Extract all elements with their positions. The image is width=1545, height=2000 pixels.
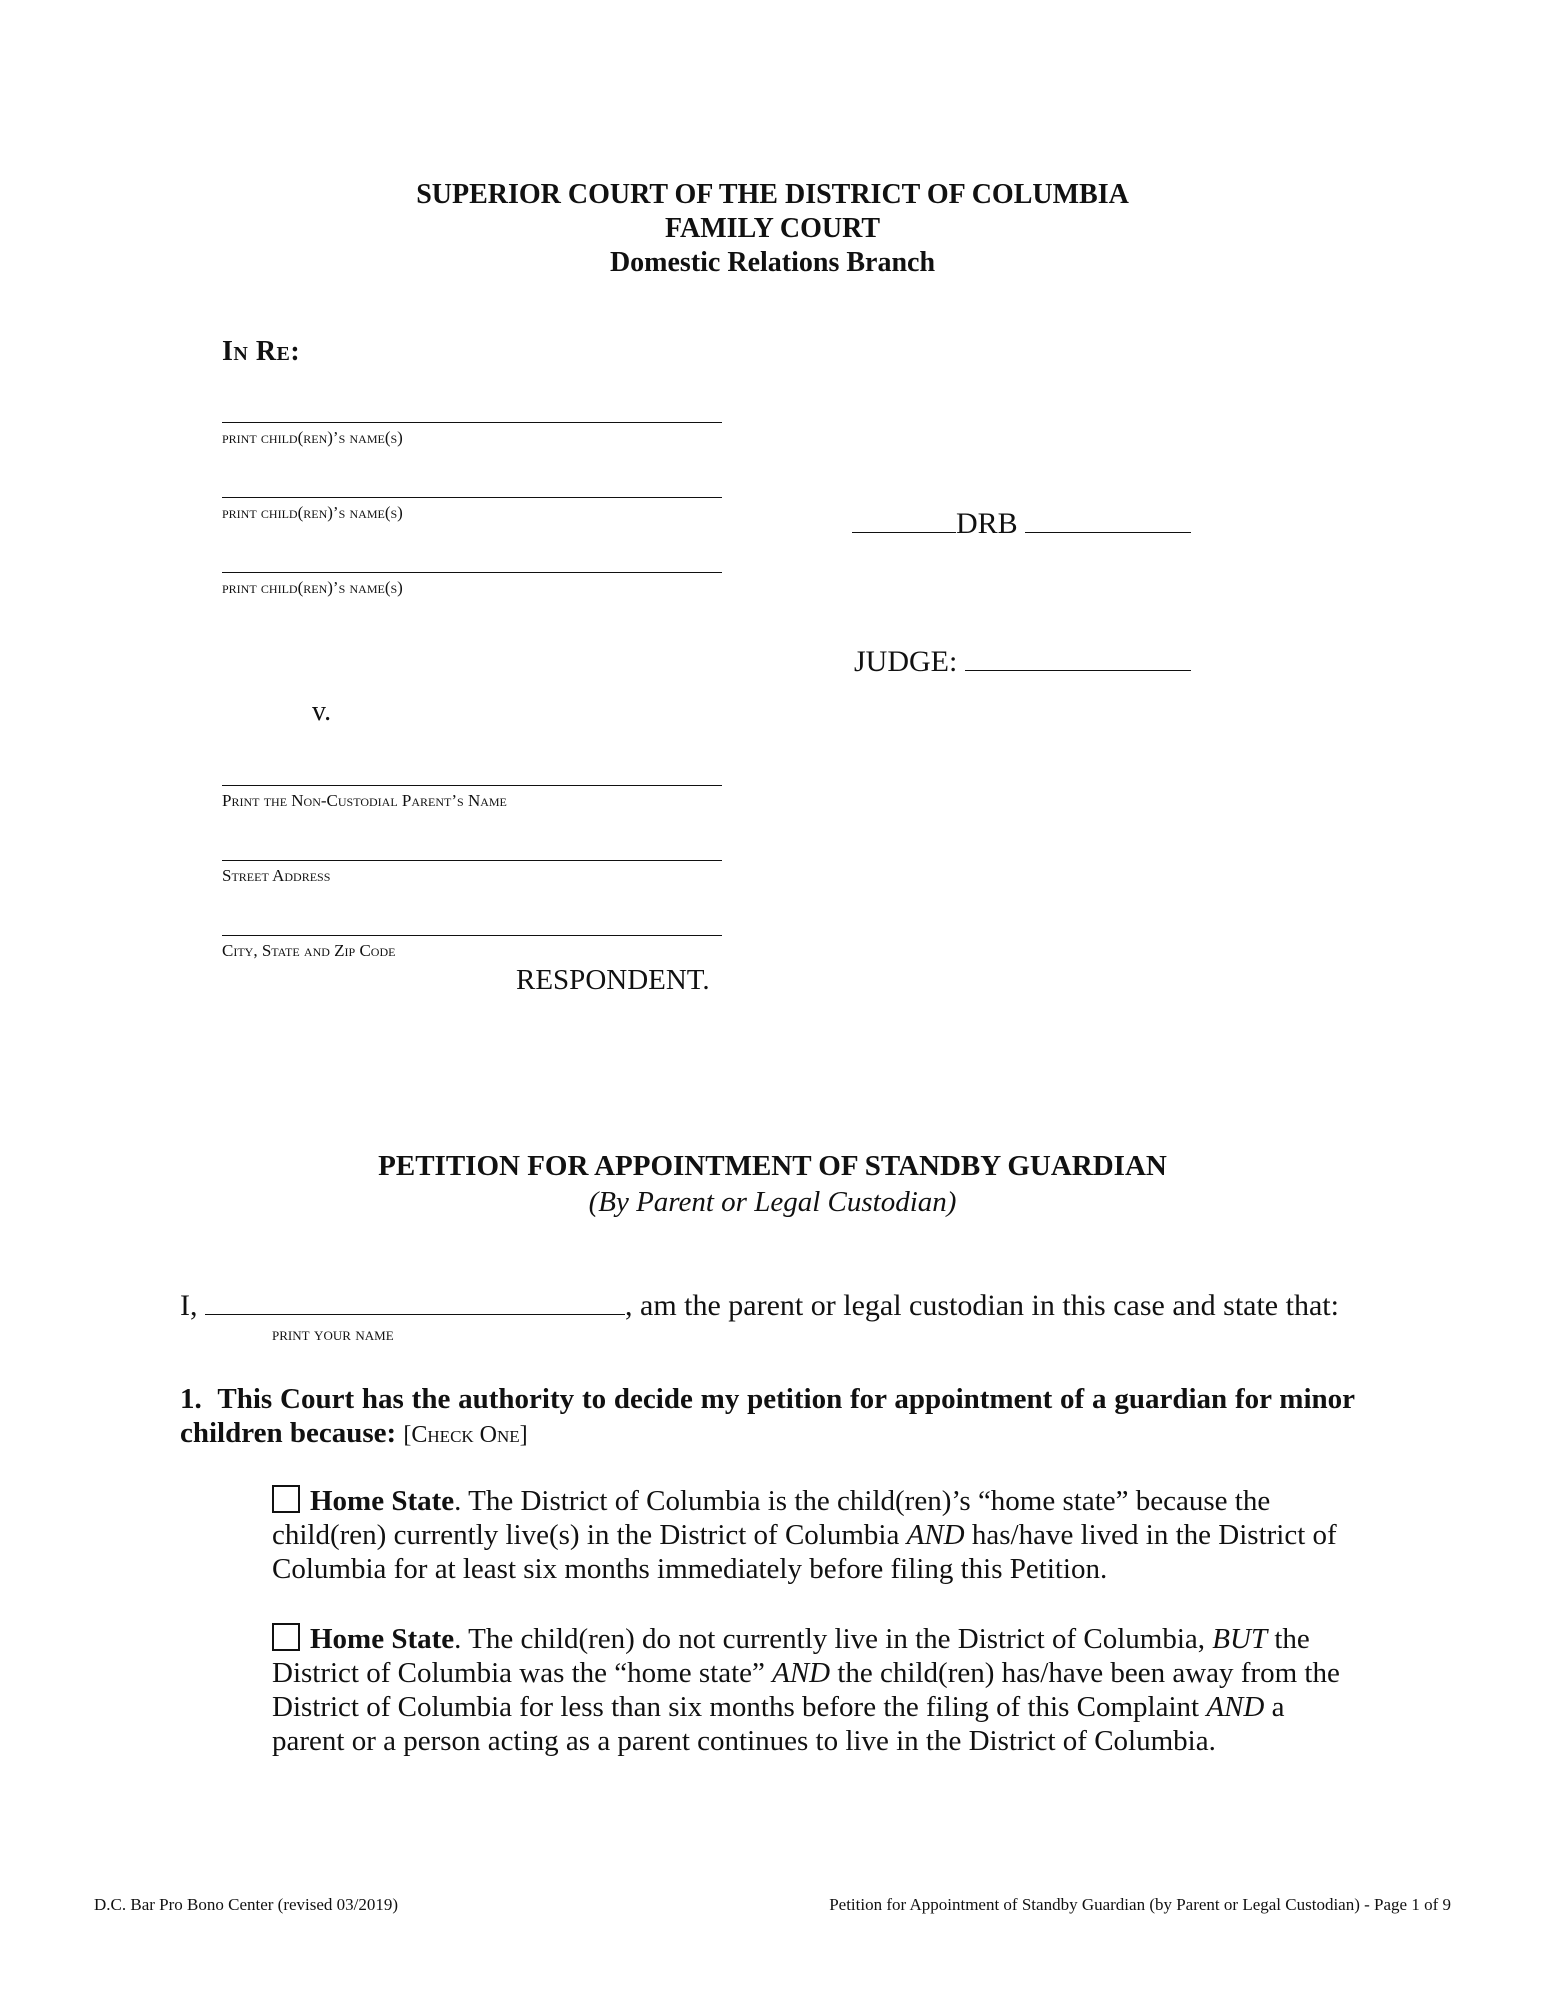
option-2-text-a: . The child(ren) do not currently live in the District of Columbia,	[454, 1623, 1213, 1655]
section-1-number: 1.	[180, 1383, 202, 1415]
option-2-em-c: AND	[1206, 1691, 1265, 1723]
respondent-label: RESPONDENT.	[516, 964, 710, 996]
option-1-text-a: . The District of Columbia is the child(ren)’s “home state” because the child(ren) currently live(s) in the District of Columbia	[272, 1485, 1271, 1551]
case-year-blank[interactable]	[852, 506, 956, 533]
court-name: SUPERIOR COURT OF THE DISTRICT OF COLUMBIA	[416, 179, 1129, 210]
option-1-label: Home State	[310, 1485, 455, 1517]
court-division: FAMILY COURT	[665, 213, 880, 244]
option-1-em-a: AND	[906, 1519, 965, 1551]
footer-revision: D.C. Bar Pro Bono Center (revised 03/2019)	[94, 1895, 399, 1914]
section-1-text: This Court has the authority to decide my petition for appointment of a guardian for minor children because:	[180, 1383, 1356, 1449]
statement-suffix: , am the parent or legal custodian in this case and state that:	[625, 1289, 1339, 1322]
option-2-em-b: AND	[772, 1657, 831, 1689]
petitioner-statement	[180, 1288, 1339, 1323]
judge-field	[854, 644, 1191, 679]
city-state-zip-line[interactable]	[222, 935, 722, 936]
option-2-text-c: the child(ren) has/have been away from the District of Columbia for less than six months before the filing of this Complaint	[272, 1657, 1340, 1723]
child-name-caption-1: print child(ren)’s name(s)	[222, 428, 403, 447]
drb-label: DRB	[956, 507, 1018, 540]
court-header	[0, 178, 1545, 280]
option-2-text-b: the District of Columbia was the “home state”	[272, 1623, 1310, 1689]
home-state-option-1	[272, 1484, 1362, 1586]
versus: v.	[312, 696, 332, 727]
print-name-caption: print your name	[272, 1324, 394, 1344]
home-state-option-2-checkbox[interactable]	[272, 1623, 300, 1651]
child-name-line-2[interactable]	[222, 497, 722, 498]
case-number-blank[interactable]	[1025, 506, 1191, 533]
child-name-line-3[interactable]	[222, 572, 722, 573]
option-1-text-b: has/have lived in the District of Columbia for at least six months immediately before filing this Petition.	[272, 1519, 1337, 1585]
statement-prefix: I,	[180, 1289, 198, 1322]
street-address-line[interactable]	[222, 860, 722, 861]
petition-subtitle: (By Parent or Legal Custodian)	[588, 1186, 957, 1218]
petitioner-name-blank[interactable]	[205, 1288, 625, 1315]
footer-page-info: Petition for Appointment of Standby Guardian (by Parent or Legal Custodian) - Page 1 of 9	[829, 1895, 1451, 1914]
noncustodial-parent-caption: Print the Non-Custodial Parent’s Name	[222, 791, 507, 810]
city-state-zip-caption: City, State and Zip Code	[222, 941, 396, 960]
court-branch: Domestic Relations Branch	[609, 247, 936, 278]
street-address-caption: Street Address	[222, 866, 331, 885]
option-2-text-d: a parent or a person acting as a parent continues to live in the District of Columbia.	[272, 1691, 1285, 1757]
check-one-instruction: [Check One]	[403, 1422, 528, 1448]
home-state-option-2	[272, 1622, 1362, 1758]
noncustodial-parent-line[interactable]	[222, 785, 722, 786]
option-2-em-a: BUT	[1212, 1623, 1268, 1655]
case-number-field	[852, 506, 1191, 541]
judge-label: JUDGE:	[854, 645, 958, 678]
child-name-caption-3: print child(ren)’s name(s)	[222, 578, 403, 597]
child-name-caption-2: print child(ren)’s name(s)	[222, 503, 403, 522]
section-1-question	[180, 1382, 1355, 1452]
judge-blank[interactable]	[965, 644, 1191, 671]
child-name-line-1[interactable]	[222, 422, 722, 423]
petition-title: PETITION FOR APPOINTMENT OF STANDBY GUARDIAN	[378, 1150, 1167, 1182]
in-re-heading: In Re:	[222, 336, 301, 367]
home-state-option-1-checkbox[interactable]	[272, 1485, 300, 1513]
option-2-label: Home State	[310, 1623, 455, 1655]
